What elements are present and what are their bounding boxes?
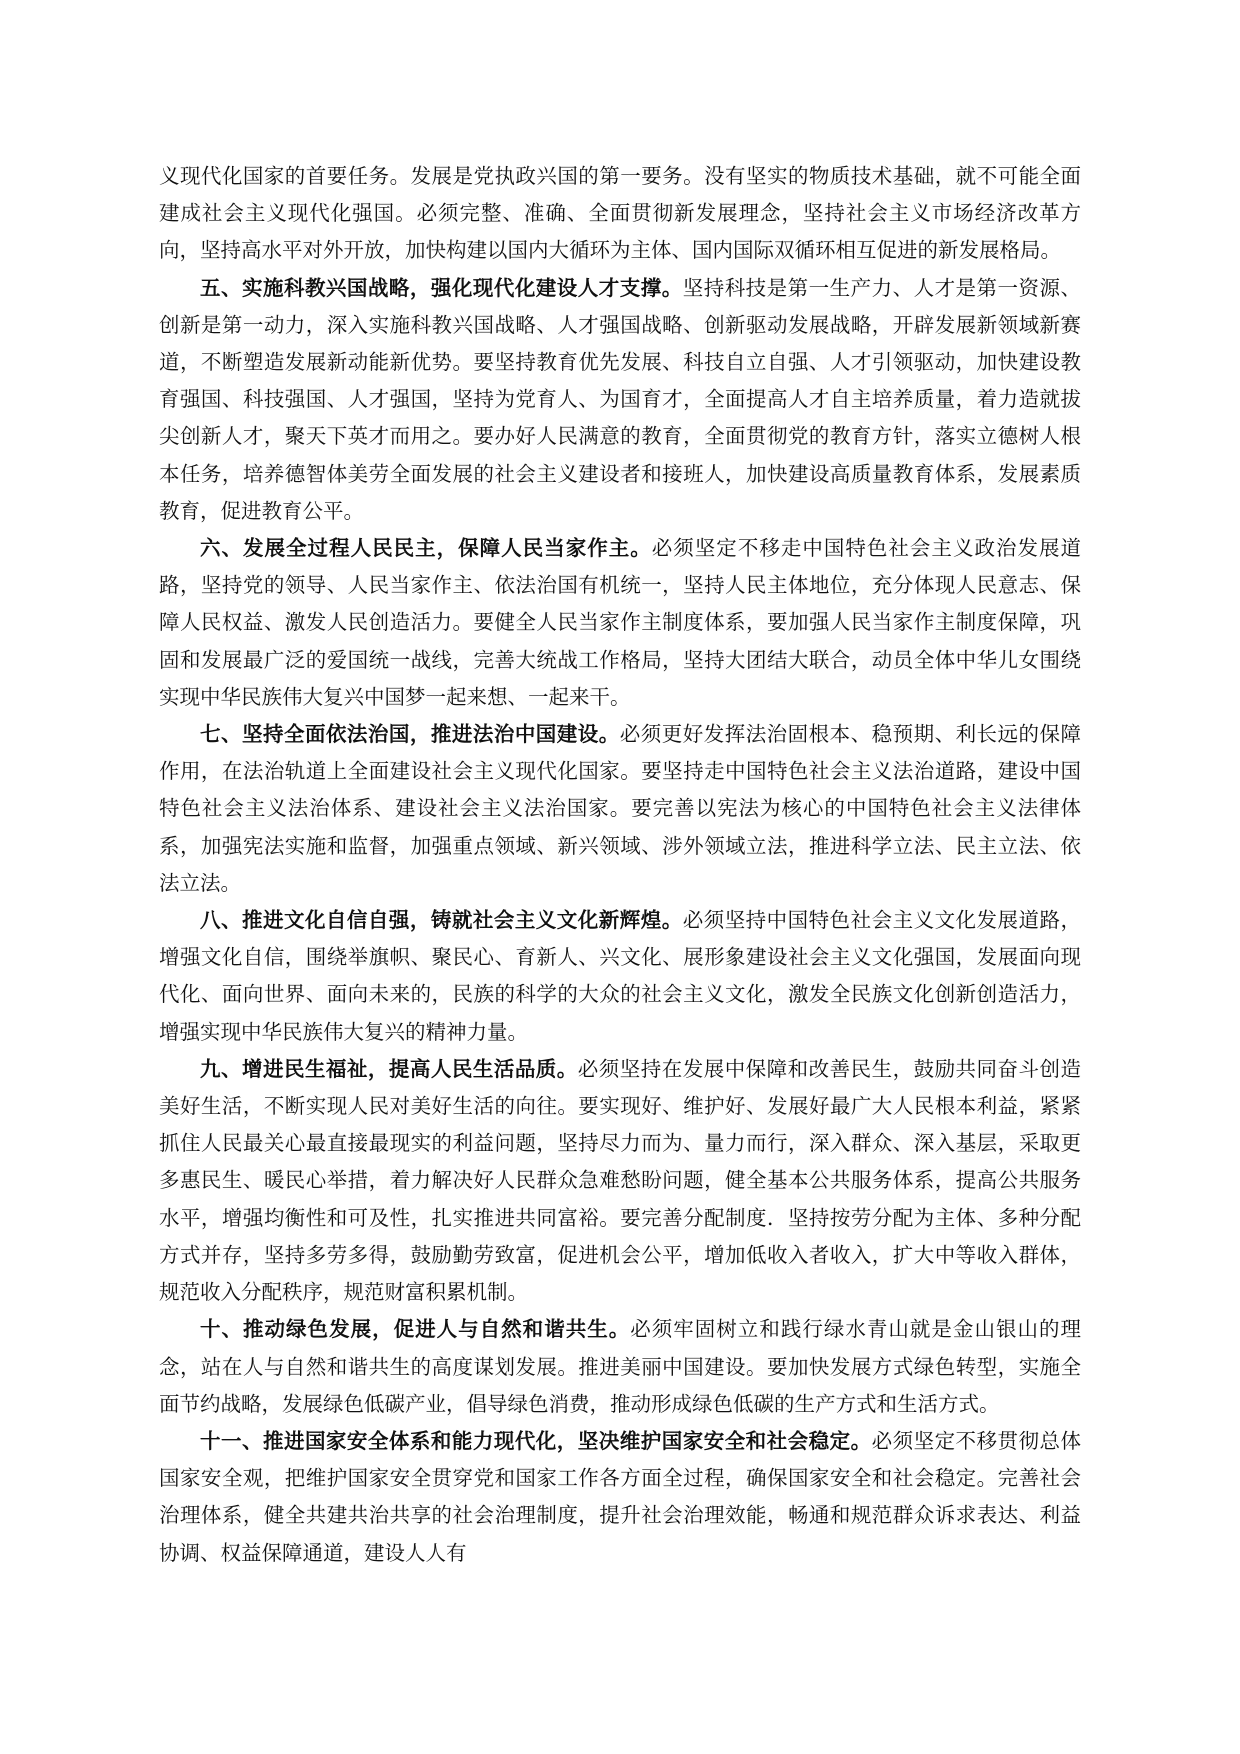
paragraph-section-5 — [159, 270, 1081, 530]
paragraph-section-8 — [159, 902, 1081, 1051]
section-heading: 五、实施科教兴国战略，强化现代化建设人才支撑。 — [200, 275, 683, 300]
paragraph-body: 义现代化国家的首要任务。发展是党执政兴国的第一要务。没有坚实的物质技术基础，就不可能全面建成社会主义现代化强国。必须完整、准确、全面贯彻新发展理念，坚持社会主义市场经济改革方向，坚持高水平对外开放，加快构建以国内大循环为主体、国内国际双循环相互促进的新发展格局。 — [159, 164, 1081, 263]
paragraph-body: 必须更好发挥法治固根本、稳预期、利长远的保障作用，在法治轨道上全面建设社会主义现代化国家。要坚持走中国特色社会主义法治道路，建设中国特色社会主义法治体系、建设社会主义法治国家。要完善以宪法为核心的中国特色社会主义法律体系，加强宪法实施和监督，加强重点领域、新兴领域、涉外领域立法，推进科学立法、民主立法、依法立法。 — [159, 722, 1082, 895]
paragraph-section-7 — [159, 716, 1081, 902]
section-heading: 十一、推进国家安全体系和能力现代化，坚决维护国家安全和社会稳定。 — [200, 1428, 872, 1453]
paragraph-body: 必须坚定不移走中国特色社会主义政治发展道路，坚持党的领导、人民当家作主、依法治国有机统一，坚持人民主体地位，充分体现人民意志、保障人民权益、激发人民创造活力。要健全人民当家作主制度体系，要加强人民当家作主制度保障，巩固和发展最广泛的爱国统一战线，完善大统战工作格局，坚持大团结大联合，动员全体中华儿女围绕实现中华民族伟大复兴中国梦一起来想、一起来干。 — [159, 536, 1082, 709]
paragraph-body: 必须坚持中国特色社会主义文化发展道路，增强文化自信，围绕举旗帜、聚民心、育新人、兴文化、展形象建设社会主义文化强国，发展面向现代化、面向世界、面向未来的，民族的科学的大众的社会主义文化，激发全民族文化创新创造活力，增强实现中华民族伟大复兴的精神力量。 — [159, 908, 1081, 1044]
paragraph-section-9 — [159, 1051, 1081, 1311]
paragraph-section-11 — [159, 1423, 1081, 1572]
section-heading: 九、增进民生福祉，提高人民生活品质。 — [200, 1056, 578, 1081]
section-heading: 十、推动绿色发展，促进人与自然和谐共生。 — [200, 1317, 631, 1342]
paragraph-body: 必须牢固树立和践行绿水青山就是金山银山的理念，站在人与自然和谐共生的高度谋划发展。推进美丽中国建设。要加快发展方式绿色转型，实施全面节约战略，发展绿色低碳产业，倡导绿色消费，推动形成绿色低碳的生产方式和生活方式。 — [159, 1317, 1081, 1416]
paragraph-body: 必须坚持在发展中保障和改善民生，鼓励共同奋斗创造美好生活，不断实现人民对美好生活的向往。要实现好、维护好、发展好最广大人民根本利益，紧紧抓住人民最关心最直接最现实的利益问题，坚持尽力而为、量力而行，深入群众、深入基层，采取更多惠民生、暖民心举措，着力解决好人民群众急难愁盼问题，健全基本公共服务体系，提高公共服务水平，增强均衡性和可及性，扎实推进共同富裕。要完善分配制度．坚持按劳分配为主体、多种分配方式并存，坚持多劳多得，鼓励勤劳致富，促进机会公平，增加低收入者收入，扩大中等收入群体，规范收入分配秩序，规范财富积累机制。 — [159, 1056, 1081, 1305]
paragraph-continued — [159, 158, 1081, 270]
section-heading: 七、坚持全面依法治国，推进法治中国建设。 — [200, 722, 620, 747]
paragraph-body: 必须坚定不移贯彻总体国家安全观，把维护国家安全贯穿党和国家工作各方面全过程，确保国家安全和社会稳定。完善社会治理体系，健全共建共治共享的社会治理制度，提升社会治理效能，畅通和规范群众诉求表达、利益协调、权益保障通道，建设人人有 — [159, 1428, 1081, 1565]
paragraph-section-6 — [159, 530, 1081, 716]
section-heading: 八、推进文化自信自强，铸就社会主义文化新辉煌。 — [200, 908, 683, 933]
document-page — [159, 158, 1081, 1572]
paragraph-section-10 — [159, 1311, 1081, 1423]
paragraph-body: 坚持科技是第一生产力、人才是第一资源、创新是第一动力，深入实施科教兴国战略、人才强国战略、创新驱动发展战略，开辟发展新领域新赛道，不断塑造发展新动能新优势。要坚持教育优先发展、科技自立自强、人才引领驱动，加快建设教育强国、科技强国、人才强国，坚持为党育人、为国育才，全面提高人才自主培养质量，着力造就拔尖创新人才，聚天下英才而用之。要办好人民满意的教育，全面贯彻党的教育方针，落实立德树人根本任务，培养德智体美劳全面发展的社会主义建设者和接班人，加快建设高质量教育体系，发展素质教育，促进教育公平。 — [159, 275, 1081, 523]
section-heading: 六、发展全过程人民民主，保障人民当家作主。 — [200, 536, 652, 561]
